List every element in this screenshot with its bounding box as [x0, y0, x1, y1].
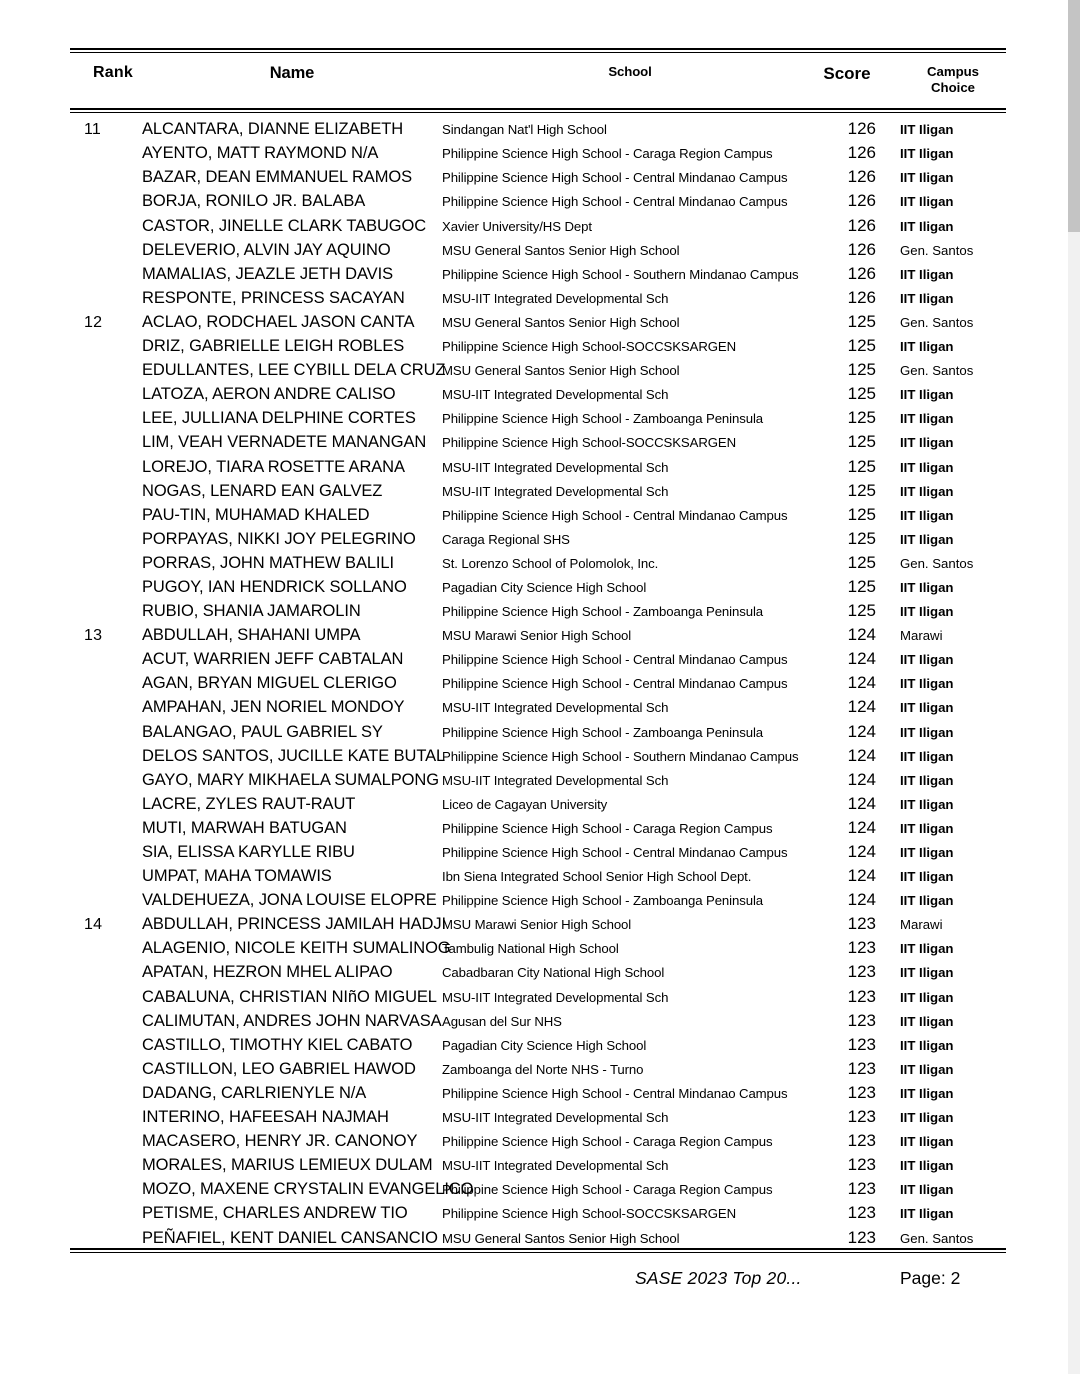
cell-campus-choice: IIT Iligan — [900, 748, 954, 764]
cell-campus-choice: Gen. Santos — [900, 314, 974, 330]
cell-school: Philippine Science High School - Caraga Region Campus — [442, 1134, 773, 1150]
cell-school: Zamboanga del Norte NHS - Turno — [442, 1061, 644, 1077]
cell-score: 124 — [847, 890, 876, 910]
table-row — [70, 336, 1006, 360]
table-row — [70, 432, 1006, 456]
table-row — [70, 529, 1006, 553]
cell-score: 125 — [847, 311, 876, 331]
cell-score: 126 — [847, 191, 876, 211]
cell-school: Ibn Siena Integrated School Senior High School Dept. — [442, 869, 752, 885]
cell-school: St. Lorenzo School of Polomolok, Inc. — [442, 555, 659, 571]
cell-school: Pagadian City Science High School — [442, 1037, 647, 1053]
table-row — [70, 360, 1006, 384]
cell-score: 124 — [847, 625, 876, 645]
cell-campus-choice: IIT Iligan — [900, 579, 954, 595]
cell-school: Agusan del Sur NHS — [442, 1013, 562, 1029]
cell-score: 123 — [847, 1203, 876, 1223]
cell-name: MOZO, MAXENE CRYSTALIN EVANGELICO — [142, 1180, 474, 1199]
column-header-campus-line1: Campus — [926, 64, 980, 79]
table-row — [70, 770, 1006, 794]
cell-name: BAZAR, DEAN EMMANUEL RAMOS — [142, 168, 412, 187]
column-header-score: Score — [823, 64, 871, 83]
cell-campus-choice: IIT Iligan — [900, 845, 954, 860]
footer-rule — [70, 1248, 1006, 1253]
column-header-campus-line2: Choice — [931, 80, 975, 96]
table-row — [70, 1083, 1006, 1107]
cell-score: 123 — [847, 1058, 876, 1078]
cell-school: Philippine Science High School - Central Mindanao Campus — [442, 652, 788, 668]
table-row — [70, 240, 1006, 264]
cell-name: DRIZ, GABRIELLE LEIGH ROBLES — [142, 337, 405, 356]
table-row — [70, 818, 1006, 842]
cell-school: Philippine Science High School-SOCCSKSARGEN — [442, 435, 737, 451]
cell-score: 123 — [847, 1179, 876, 1199]
cell-score: 124 — [847, 673, 876, 693]
table-row — [70, 842, 1006, 866]
cell-school: MSU-IIT Integrated Developmental Sch — [442, 387, 669, 403]
cell-campus-choice: Gen. Santos — [900, 242, 974, 258]
cell-school: Philippine Science High School - Central Mindanao Campus — [442, 676, 788, 692]
table-row — [70, 987, 1006, 1011]
cell-name: LOREJO, TIARA ROSETTE ARANA — [142, 457, 405, 476]
table-row — [70, 1155, 1006, 1179]
cell-score: 125 — [847, 408, 876, 428]
cell-school: MSU-IIT Integrated Developmental Sch — [442, 459, 669, 475]
cell-score: 125 — [847, 456, 876, 476]
table-row — [70, 673, 1006, 697]
cell-score: 125 — [847, 432, 876, 452]
cell-name: BALANGAO, PAUL GABRIEL SY — [142, 722, 383, 741]
cell-campus-choice: IIT Iligan — [900, 218, 954, 234]
cell-school: Philippine Science High School - Caraga Region Campus — [442, 820, 773, 836]
cell-name: MORALES, MARIUS LEMIEUX DULAM — [142, 1156, 433, 1175]
cell-name: GAYO, MARY MIKHAELA SUMALPONG — [142, 770, 439, 789]
cell-school: MSU General Santos Senior High School — [442, 363, 680, 379]
cell-name: CABALUNA, CHRISTIAN NIñO MIGUEL — [142, 987, 437, 1006]
cell-rank: 14 — [84, 916, 103, 934]
cell-campus-choice: Gen. Santos — [900, 363, 974, 379]
vertical-scrollbar-thumb[interactable] — [1068, 0, 1080, 232]
cell-name: LATOZA, AERON ANDRE CALISO — [142, 385, 396, 404]
cell-school: Philippine Science High School - Central Mindanao Campus — [442, 170, 788, 186]
cell-school: Sindangan Nat'l High School — [442, 122, 607, 138]
table-row — [70, 1011, 1006, 1035]
cell-campus-choice: IIT Iligan — [900, 1085, 954, 1101]
cell-name: ABDULLAH, SHAHANI UMPA — [142, 626, 361, 645]
cell-campus-choice: IIT Iligan — [900, 1134, 954, 1150]
cell-name: AMPAHAN, JEN NORIEL MONDOY — [142, 698, 405, 717]
cell-school: Philippine Science High School - Caraga Region Campus — [442, 1182, 773, 1198]
cell-campus-choice: IIT Iligan — [900, 1158, 954, 1174]
cell-name: MUTI, MARWAH BATUGAN — [142, 818, 347, 837]
cell-name: NOGAS, LENARD EAN GALVEZ — [142, 481, 383, 500]
cell-campus-choice: IIT Iligan — [900, 965, 954, 981]
cell-score: 123 — [847, 962, 876, 982]
cell-campus-choice: IIT Iligan — [900, 387, 954, 403]
cell-score: 126 — [847, 263, 876, 283]
table-row — [70, 119, 1006, 143]
cell-name: CASTILLO, TIMOTHY KIEL CABATO — [142, 1035, 413, 1054]
table-row — [70, 216, 1006, 240]
cell-campus-choice: IIT Iligan — [900, 146, 954, 162]
cell-name: PORPAYAS, NIKKI JOY PELEGRINO — [142, 529, 416, 548]
cell-score: 123 — [847, 914, 876, 934]
cell-rank: 12 — [84, 313, 103, 331]
cell-score: 124 — [847, 842, 876, 861]
cell-name: CASTILLON, LEO GABRIEL HAWOD — [142, 1059, 416, 1078]
cell-campus-choice: Gen. Santos — [900, 555, 974, 571]
cell-score: 123 — [847, 1034, 876, 1054]
cell-campus-choice: IIT Iligan — [900, 676, 954, 692]
cell-name: APATAN, HEZRON MHEL ALIPAO — [142, 963, 393, 982]
cell-name: UMPAT, MAHA TOMAWIS — [142, 867, 332, 886]
cell-school: Tambulig National High School — [442, 941, 619, 957]
column-header-campus-choice — [890, 64, 1006, 96]
cell-name: PORRAS, JOHN MATHEW BALILI — [142, 553, 394, 572]
table-row — [70, 553, 1006, 577]
cell-school: Philippine Science High School - Zamboanga Peninsula — [442, 411, 764, 427]
cell-score: 123 — [847, 1131, 876, 1151]
cell-campus-choice: IIT Iligan — [900, 869, 954, 885]
cell-name: ALCANTARA, DIANNE ELIZABETH — [142, 120, 404, 139]
table-row — [70, 312, 1006, 336]
cell-score: 123 — [847, 938, 876, 958]
table-row — [70, 649, 1006, 673]
cell-campus-choice: Marawi — [900, 917, 943, 933]
cell-campus-choice: IIT Iligan — [900, 989, 954, 1005]
table-row — [70, 794, 1006, 818]
cell-campus-choice: IIT Iligan — [900, 170, 954, 186]
cell-school: Caraga Regional SHS — [442, 531, 570, 547]
cell-score: 125 — [847, 336, 876, 356]
cell-campus-choice: IIT Iligan — [900, 339, 954, 355]
cell-school: MSU General Santos Senior High School — [442, 242, 680, 258]
cell-name: CASTOR, JINELLE CLARK TABUGOC — [142, 216, 427, 235]
cell-score: 123 — [847, 1010, 876, 1030]
table-row — [70, 746, 1006, 770]
table-row — [70, 962, 1006, 986]
cell-school: MSU-IIT Integrated Developmental Sch — [442, 700, 669, 716]
cell-score: 125 — [847, 480, 876, 500]
cell-score: 123 — [847, 1107, 876, 1127]
cell-name: LACRE, ZYLES RAUT-RAUT — [142, 794, 356, 813]
cell-score: 125 — [847, 552, 876, 572]
cell-campus-choice: IIT Iligan — [900, 1206, 954, 1222]
cell-school: MSU General Santos Senior High School — [442, 314, 680, 330]
cell-name: PEÑAFIEL, KENT DANIEL CANSANCIO — [142, 1228, 438, 1247]
cell-score: 123 — [847, 1082, 876, 1102]
cell-name: PETISME, CHARLES ANDREW TIO — [142, 1204, 408, 1223]
cell-score: 124 — [847, 649, 876, 669]
table-header-row — [70, 53, 1006, 108]
cell-name: DADANG, CARLRIENYLE N/A — [142, 1083, 367, 1102]
cell-school: MSU-IIT Integrated Developmental Sch — [442, 1110, 669, 1126]
cell-school: Xavier University/HS Dept — [442, 218, 592, 234]
cell-name: EDULLANTES, LEE CYBILL DELA CRUZ — [142, 361, 446, 380]
cell-name: CALIMUTAN, ANDRES JOHN NARVASA — [142, 1011, 442, 1030]
cell-name: VALDEHUEZA, JONA LOUISE ELOPRE — [142, 891, 437, 910]
cell-score: 124 — [847, 721, 876, 741]
table-row — [70, 697, 1006, 721]
cell-school: Philippine Science High School - Southern Mindanao Campus — [442, 266, 799, 282]
cell-campus-choice: Gen. Santos — [900, 1230, 974, 1246]
cell-campus-choice: IIT Iligan — [900, 724, 954, 740]
cell-school: Philippine Science High School - Zamboanga Peninsula — [442, 724, 764, 740]
cell-name: DELEVERIO, ALVIN JAY AQUINO — [142, 240, 391, 259]
cell-name: AYENTO, MATT RAYMOND N/A — [142, 144, 379, 163]
cell-score: 125 — [847, 576, 876, 596]
cell-name: ACUT, WARRIEN JEFF CABTALAN — [142, 650, 404, 669]
cell-name: PUGOY, IAN HENDRICK SOLLANO — [142, 577, 407, 596]
cell-campus-choice: IIT Iligan — [900, 531, 954, 547]
table-row — [70, 457, 1006, 481]
table-row — [70, 481, 1006, 505]
table-row — [70, 577, 1006, 601]
cell-score: 124 — [847, 793, 876, 813]
cell-campus-choice: IIT Iligan — [900, 483, 954, 499]
cell-rank: 11 — [84, 121, 102, 139]
cell-name: ALAGENIO, NICOLE KEITH SUMALINOG — [142, 939, 451, 958]
cell-name: MAMALIAS, JEAZLE JETH DAVIS — [142, 264, 393, 283]
cell-campus-choice: IIT Iligan — [900, 507, 954, 523]
cell-school: Philippine Science High School - Southern Mindanao Campus — [442, 748, 799, 764]
cell-campus-choice: IIT Iligan — [900, 1037, 954, 1053]
cell-school: Philippine Science High School - Zamboanga Peninsula — [442, 893, 764, 909]
cell-name: LIM, VEAH VERNADETE MANANGAN — [142, 433, 427, 452]
cell-school: Philippine Science High School - Central Mindanao Campus — [442, 1085, 788, 1101]
cell-school: MSU-IIT Integrated Developmental Sch — [442, 989, 669, 1005]
results-table — [70, 48, 1006, 1252]
cell-score: 124 — [847, 817, 876, 837]
table-row — [70, 1203, 1006, 1227]
cell-campus-choice: IIT Iligan — [900, 652, 954, 668]
table-row — [70, 288, 1006, 312]
cell-campus-choice: IIT Iligan — [900, 796, 954, 812]
cell-score: 126 — [847, 143, 876, 163]
table-row — [70, 890, 1006, 914]
cell-name: INTERINO, HAFEESAH NAJMAH — [142, 1108, 389, 1127]
cell-score: 124 — [847, 866, 876, 886]
cell-name: RUBIO, SHANIA JAMAROLIN — [142, 602, 361, 621]
table-row — [70, 143, 1006, 167]
cell-campus-choice: IIT Iligan — [900, 772, 954, 788]
cell-score: 126 — [847, 215, 876, 235]
cell-campus-choice: IIT Iligan — [900, 435, 954, 451]
table-row — [70, 1107, 1006, 1131]
table-row — [70, 914, 1006, 938]
cell-campus-choice: IIT Iligan — [900, 941, 954, 957]
cell-campus-choice: IIT Iligan — [900, 194, 954, 210]
cell-school: MSU-IIT Integrated Developmental Sch — [442, 290, 669, 306]
table-row — [70, 264, 1006, 288]
cell-score: 126 — [847, 287, 876, 307]
vertical-scrollbar-track[interactable] — [1068, 0, 1080, 1374]
cell-school: MSU-IIT Integrated Developmental Sch — [442, 1158, 669, 1174]
cell-campus-choice: IIT Iligan — [900, 1110, 954, 1126]
table-row — [70, 1131, 1006, 1155]
cell-name: DELOS SANTOS, JUCILLE KATE BUTAL — [142, 746, 446, 765]
cell-score: 125 — [847, 384, 876, 404]
column-header-rank: Rank — [93, 64, 133, 81]
cell-score: 125 — [847, 601, 876, 621]
cell-name: SIA, ELISSA KARYLLE RIBU — [142, 843, 355, 861]
cell-school: MSU Marawi Senior High School — [442, 917, 632, 933]
cell-score: 125 — [847, 360, 876, 380]
cell-school: Pagadian City Science High School — [442, 579, 647, 595]
cell-school: Philippine Science High School - Caraga Region Campus — [442, 146, 773, 162]
table-row — [70, 505, 1006, 529]
cell-name: PAU-TIN, MUHAMAD KHALED — [142, 505, 370, 524]
cell-rank: 13 — [84, 627, 103, 645]
cell-school: MSU General Santos Senior High School — [442, 1230, 680, 1246]
cell-school: Philippine Science High School - Central Mindanao Campus — [442, 845, 788, 860]
cell-name: ACLAO, RODCHAEL JASON CANTA — [142, 312, 415, 331]
cell-score: 123 — [847, 986, 876, 1006]
cell-campus-choice: IIT Iligan — [900, 1013, 954, 1029]
cell-school: Liceo de Cagayan University — [442, 796, 608, 812]
cell-campus-choice: IIT Iligan — [900, 604, 954, 620]
cell-campus-choice: IIT Iligan — [900, 459, 954, 475]
table-row — [70, 722, 1006, 746]
cell-score: 124 — [847, 745, 876, 765]
cell-campus-choice: IIT Iligan — [900, 1182, 954, 1198]
cell-score: 125 — [847, 504, 876, 524]
table-row — [70, 1059, 1006, 1083]
footer-document-title: SASE 2023 Top 20... — [635, 1267, 802, 1288]
table-row — [70, 601, 1006, 625]
footer-page-number: Page: 2 — [900, 1267, 961, 1288]
cell-campus-choice: IIT Iligan — [900, 266, 954, 282]
table-row — [70, 866, 1006, 890]
cell-score: 123 — [847, 1227, 876, 1247]
table-row — [70, 167, 1006, 191]
cell-name: RESPONTE, PRINCESS SACAYAN — [142, 288, 405, 307]
cell-score: 124 — [847, 769, 876, 789]
cell-campus-choice: IIT Iligan — [900, 893, 954, 909]
cell-school: Cabadbaran City National High School — [442, 965, 665, 981]
table-row — [70, 1179, 1006, 1203]
table-row — [70, 384, 1006, 408]
cell-score: 124 — [847, 697, 876, 717]
cell-name: BORJA, RONILO JR. BALABA — [142, 192, 366, 211]
column-header-school: School — [608, 64, 652, 79]
cell-school: Philippine Science High School-SOCCSKSARGEN — [442, 339, 737, 355]
cell-name: MACASERO, HENRY JR. CANONOY — [142, 1132, 418, 1151]
cell-school: Philippine Science High School - Central Mindanao Campus — [442, 507, 788, 523]
cell-name: LEE, JULLIANA DELPHINE CORTES — [142, 409, 416, 428]
cell-name: ABDULLAH, PRINCESS JAMILAH HADJI — [142, 915, 446, 934]
table-row — [70, 625, 1006, 649]
cell-campus-choice: Marawi — [900, 628, 943, 644]
cell-name: AGAN, BRYAN MIGUEL CLERIGO — [142, 674, 397, 693]
cell-campus-choice: IIT Iligan — [900, 122, 954, 138]
table-row — [70, 938, 1006, 962]
cell-campus-choice: IIT Iligan — [900, 411, 954, 427]
cell-school: MSU-IIT Integrated Developmental Sch — [442, 483, 669, 499]
column-header-name: Name — [269, 64, 315, 82]
page-footer — [70, 1258, 1006, 1298]
table-body — [70, 113, 1006, 1251]
cell-campus-choice: IIT Iligan — [900, 290, 954, 306]
cell-school: Philippine Science High School-SOCCSKSARGEN — [442, 1206, 737, 1222]
cell-score: 126 — [847, 119, 876, 139]
cell-school: Philippine Science High School - Central Mindanao Campus — [442, 194, 788, 210]
table-row — [70, 408, 1006, 432]
cell-school: MSU Marawi Senior High School — [442, 628, 632, 644]
table-row — [70, 191, 1006, 215]
cell-school: Philippine Science High School - Zamboanga Peninsula — [442, 604, 764, 620]
cell-campus-choice: IIT Iligan — [900, 700, 954, 716]
table-row — [70, 1035, 1006, 1059]
cell-score: 126 — [847, 239, 876, 259]
cell-score: 125 — [847, 528, 876, 548]
cell-campus-choice: IIT Iligan — [900, 1061, 954, 1077]
cell-score: 126 — [847, 167, 876, 187]
cell-school: MSU-IIT Integrated Developmental Sch — [442, 772, 669, 788]
cell-score: 123 — [847, 1155, 876, 1175]
cell-campus-choice: IIT Iligan — [900, 820, 954, 836]
